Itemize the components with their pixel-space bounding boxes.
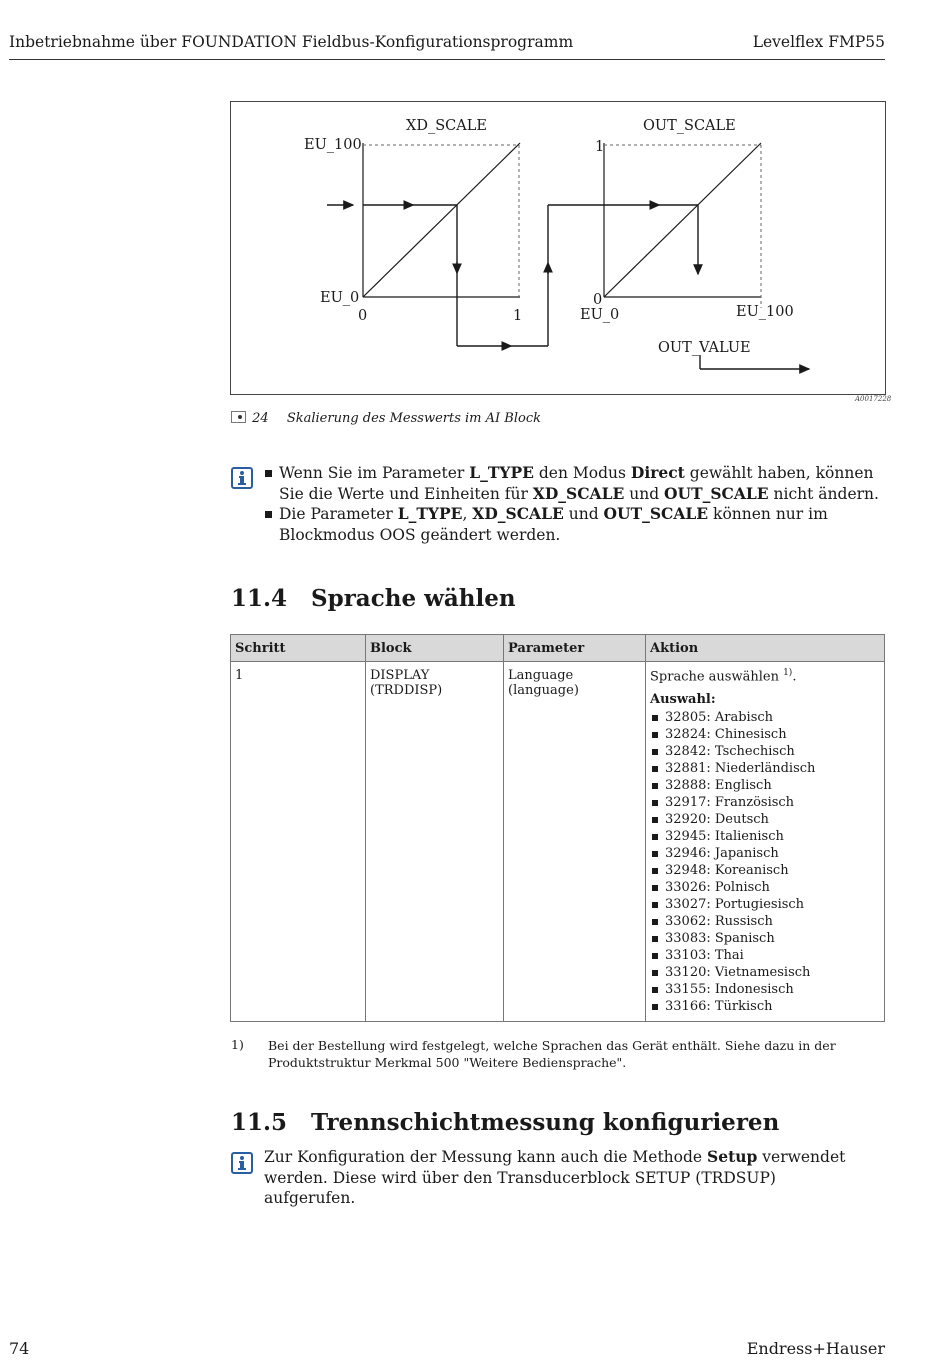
col-header-action: Aktion	[646, 635, 885, 662]
cell-block: DISPLAY (TRDDISP)	[366, 662, 504, 1022]
zero-right-label: 0	[593, 292, 603, 308]
out-diagonal	[604, 143, 761, 297]
col-header-step: Schritt	[231, 635, 366, 662]
section-heading-11-5: 11.5 Trennschichtmessung konfigurieren	[231, 1109, 780, 1136]
header-rule	[9, 59, 885, 60]
choice-item: 33120: Vietnamesisch	[650, 964, 880, 981]
note-scale-params	[264, 463, 894, 545]
choice-item: 32824: Chinesisch	[650, 726, 880, 743]
one-left-label: 1	[513, 308, 523, 324]
action-text: Sprache auswählen $^{1)}$.	[650, 668, 797, 685]
choice-item: 33062: Russisch	[650, 913, 880, 930]
zero-left-label: 0	[358, 308, 368, 324]
eu100-right-label: EU_100	[736, 304, 794, 320]
choice-item: 32842: Tschechisch	[650, 743, 880, 760]
out-scale-label: OUT_SCALE	[643, 118, 736, 134]
choice-item: 33155: Indonesisch	[650, 981, 880, 998]
language-table	[230, 634, 885, 1022]
running-header-product: Levelflex FMP55	[752, 33, 885, 51]
footnote-text: Bei der Bestellung wird festgelegt, welche Sprachen das Gerät enthält. Siehe dazu in der Produktstruktur Merkmal 500 "Weitere Bediensprache".	[268, 1038, 836, 1070]
choice-item: 32805: Arabisch	[650, 709, 880, 726]
out-value-label: OUT_VALUE	[658, 340, 751, 356]
choice-item: 32948: Koreanisch	[650, 862, 880, 879]
info-icon	[231, 467, 253, 489]
eu0-left-label: EU_0	[320, 290, 360, 306]
choice-item: 32946: Japanisch	[650, 845, 880, 862]
choice-item: 32917: Französisch	[650, 794, 880, 811]
eu100-left-label: EU_100	[304, 137, 362, 153]
choice-item: 33103: Thai	[650, 947, 880, 964]
choice-item: 33083: Spanisch	[650, 930, 880, 947]
figure-id: A0017228	[855, 395, 892, 403]
figure-caption	[231, 411, 541, 426]
one-right-label: 1	[595, 139, 605, 155]
choice-title: Auswahl:	[650, 692, 716, 708]
choice-item: 33026: Polnisch	[650, 879, 880, 896]
table-header-row	[231, 635, 885, 662]
cell-step: 1	[231, 662, 366, 1022]
section-heading-11-4: 11.4 Sprache wählen	[231, 585, 516, 612]
note-setup: Zur Konfiguration der Messung kann auch die Methode Setup verwendet werden. Diese wird über den Transducerblock SETUP (TRDSUP) aufgerufen.	[264, 1147, 846, 1207]
figure-number: 24	[252, 411, 269, 426]
choice-item: 32945: Italienisch	[650, 828, 880, 845]
note-item: Wenn Sie im Parameter L_TYPE den Modus Direct gewählt haben, können Sie die Werte und Einheiten für XD_SCALE und OUT_SCALE nicht ändern.	[264, 463, 894, 504]
cell-action	[646, 662, 885, 1022]
choice-item: 32881: Niederländisch	[650, 760, 880, 777]
running-header-title: Inbetriebnahme über FOUNDATION Fieldbus-Konfigurationsprogramm	[9, 33, 574, 51]
choice-item: 32920: Deutsch	[650, 811, 880, 828]
choice-list	[650, 709, 880, 1015]
figure-icon	[231, 411, 246, 423]
note-item: Die Parameter L_TYPE, XD_SCALE und OUT_SCALE können nur im Blockmodus OOS geändert werden.	[264, 504, 894, 545]
col-header-block: Block	[366, 635, 504, 662]
table-row	[231, 662, 885, 1022]
choice-item: 32888: Englisch	[650, 777, 880, 794]
col-header-parameter: Parameter	[504, 635, 646, 662]
info-icon	[231, 1152, 253, 1174]
choice-item: 33027: Portugiesisch	[650, 896, 880, 913]
eu0-right-label: EU_0	[580, 307, 620, 323]
xd-scale-label: XD_SCALE	[406, 118, 487, 134]
footer-brand: Endress+Hauser	[746, 1339, 885, 1358]
scaling-diagram-svg	[231, 102, 885, 394]
cell-parameter: Language (language)	[504, 662, 646, 1022]
page-number: 74	[9, 1339, 30, 1358]
footnote-ref: 1)	[783, 668, 793, 678]
figure-caption-text: Skalierung des Messwerts im AI Block	[286, 411, 541, 426]
xd-diagonal	[363, 143, 520, 297]
scaling-diagram	[230, 101, 886, 395]
choice-item: 33166: Türkisch	[650, 998, 880, 1015]
footnote-number: 1)	[231, 1037, 244, 1052]
